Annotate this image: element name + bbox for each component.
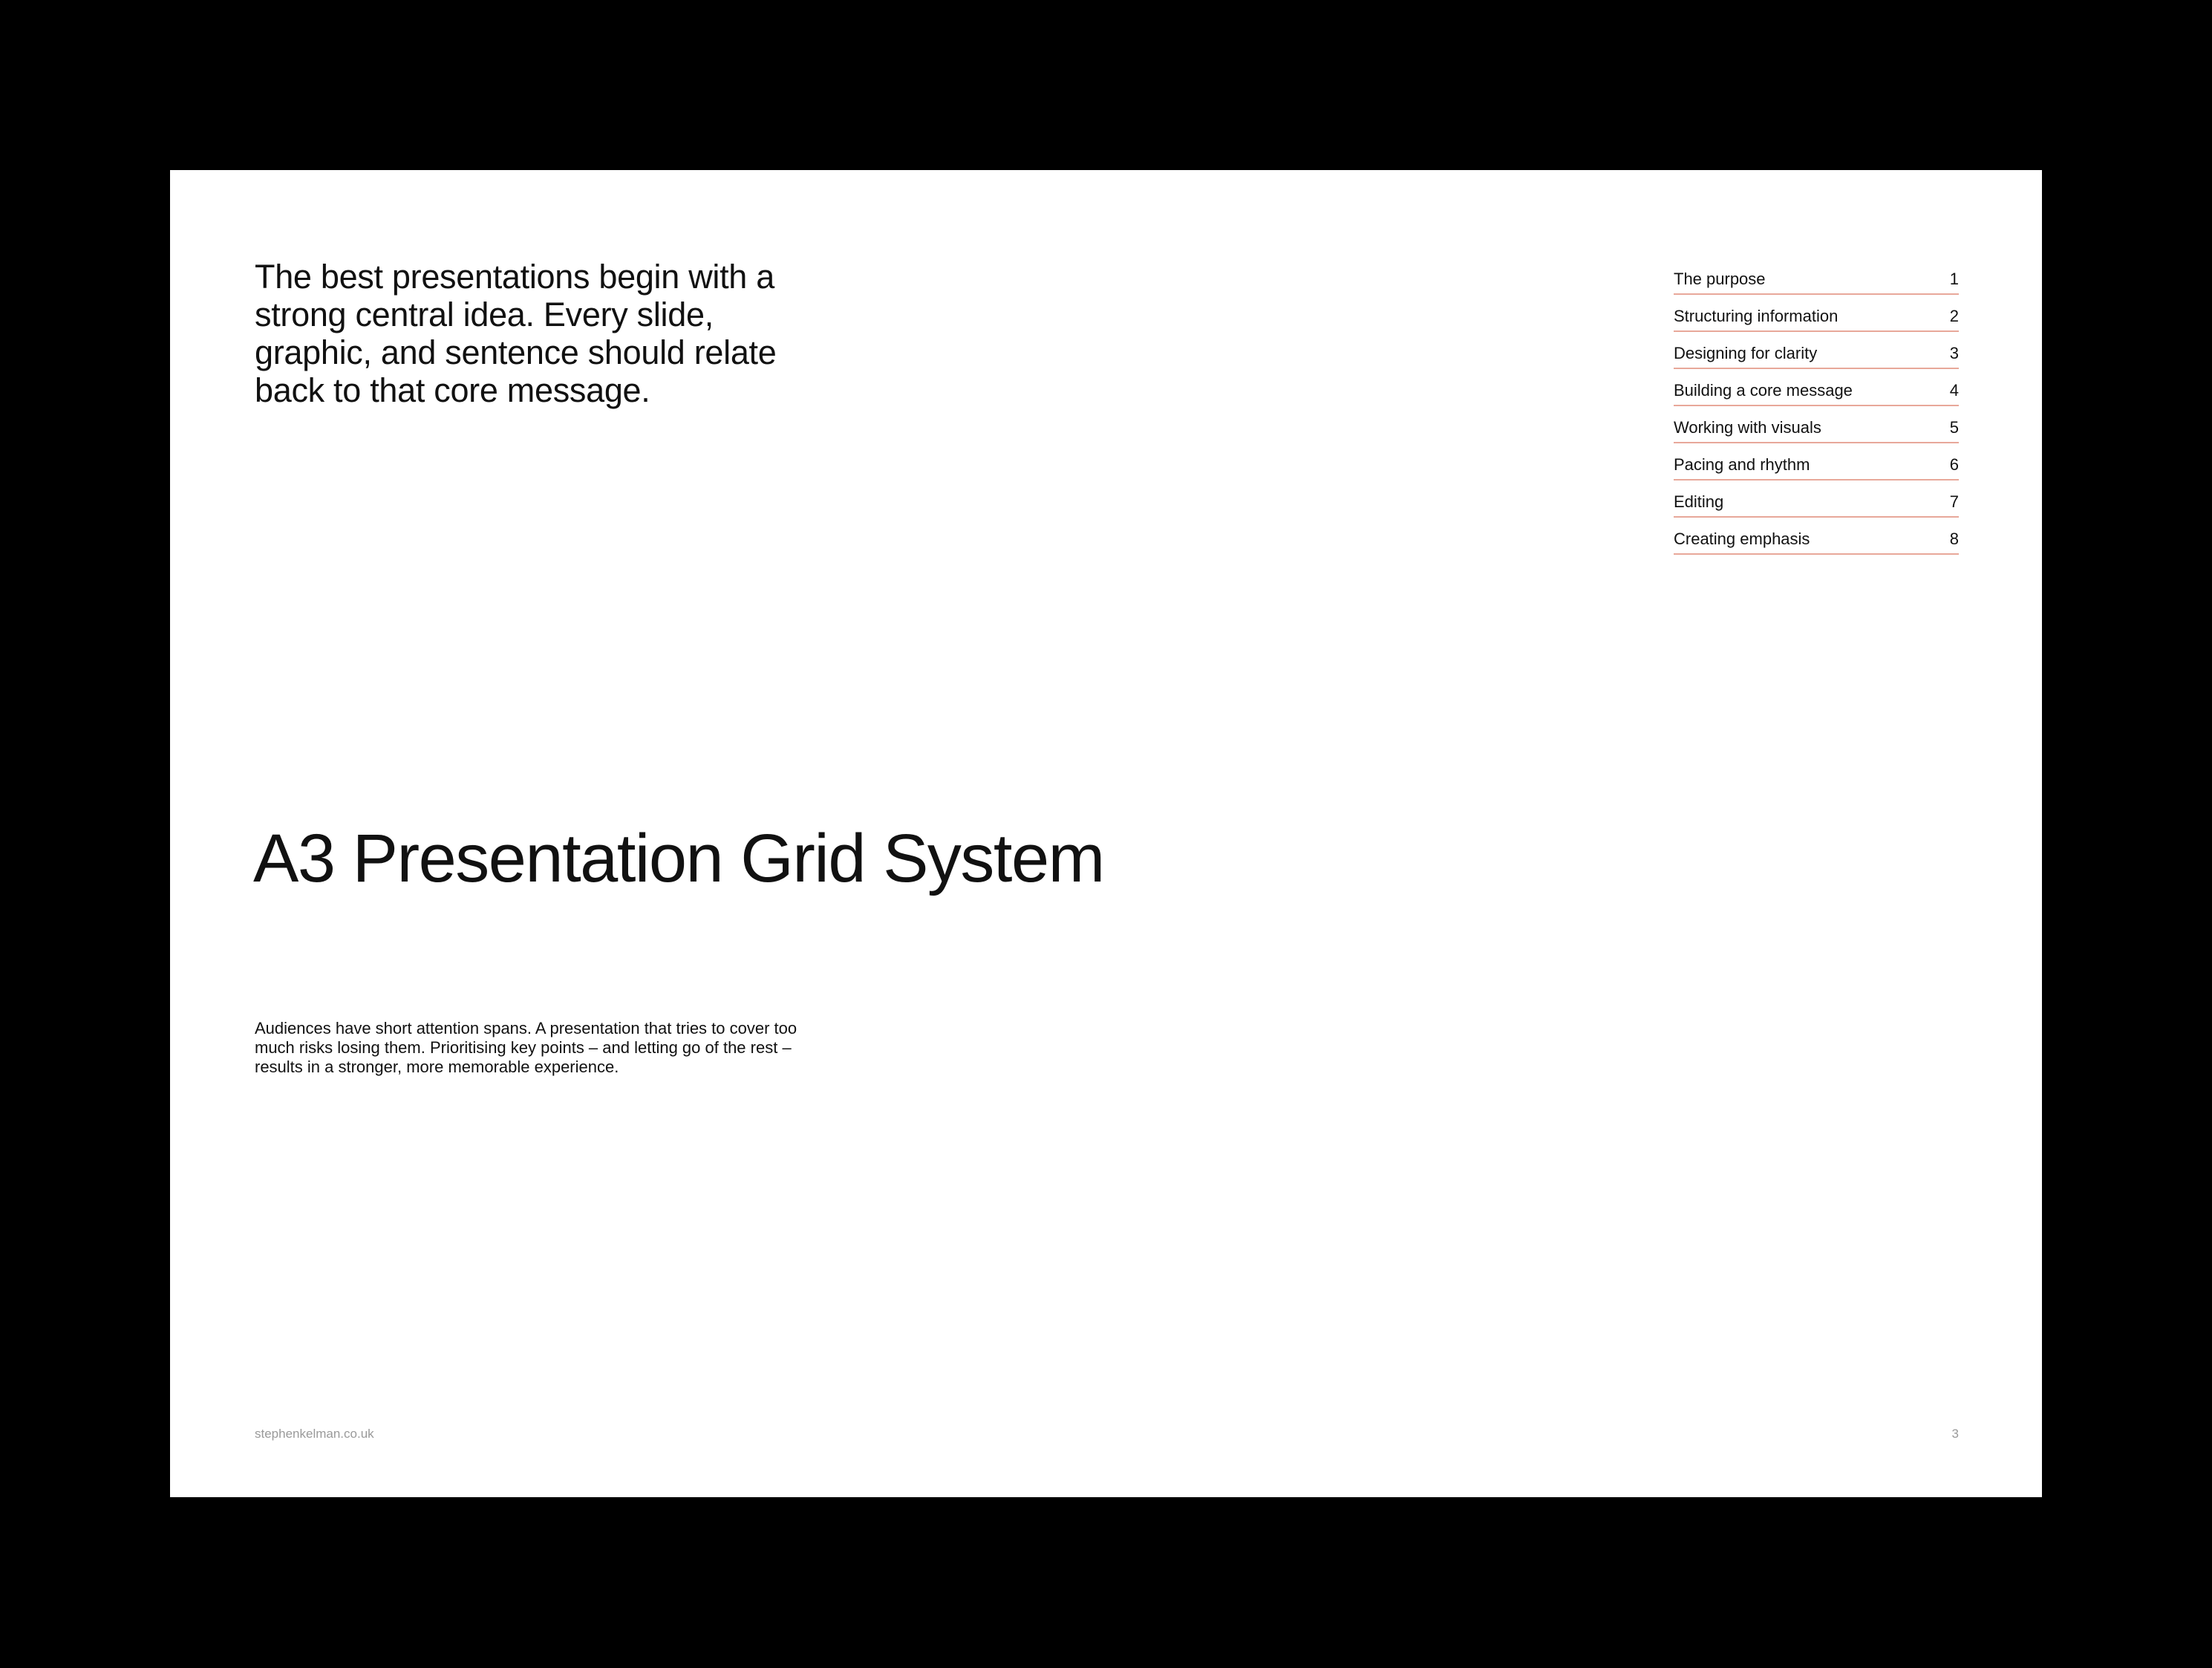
page-title: A3 Presentation Grid System — [253, 821, 1104, 896]
toc-item-page: 6 — [1949, 455, 1959, 474]
footer-page-number: 3 — [1951, 1427, 1959, 1441]
toc-item-label: Building a core message — [1674, 381, 1853, 400]
toc-item-page: 7 — [1949, 492, 1959, 511]
toc-item-label: Structuring information — [1674, 307, 1839, 325]
toc-item-page: 8 — [1949, 530, 1959, 548]
toc-item[interactable] — [1674, 406, 1959, 443]
toc-item-page: 5 — [1949, 418, 1959, 437]
toc-item[interactable] — [1674, 369, 1959, 406]
body-paragraph: Audiences have short attention spans. A presentation that tries to cover too much risks losing them. Prioritising key points – and letting go of the rest – results in a stronger, more memorable experience. — [255, 1019, 797, 1076]
toc-item-label: Creating emphasis — [1674, 530, 1810, 548]
toc-item[interactable] — [1674, 480, 1959, 518]
toc-item-page: 1 — [1949, 270, 1959, 288]
toc-item[interactable] — [1674, 258, 1959, 295]
toc-item-page: 4 — [1949, 381, 1959, 400]
toc-item[interactable] — [1674, 332, 1959, 369]
toc-item[interactable] — [1674, 518, 1959, 555]
footer-site[interactable]: stephenkelman.co.uk — [255, 1427, 374, 1441]
toc-item-label: The purpose — [1674, 270, 1766, 288]
intro-paragraph: The best presentations begin with a strong central idea. Every slide, graphic, and sentence should relate back to that core message. — [255, 258, 777, 409]
document-page — [170, 170, 2042, 1497]
toc-item[interactable] — [1674, 295, 1959, 332]
toc-item-page: 2 — [1949, 307, 1959, 325]
toc-item-label: Working with visuals — [1674, 418, 1821, 437]
toc-item-label: Designing for clarity — [1674, 344, 1818, 362]
table-of-contents — [1674, 258, 1959, 555]
toc-item[interactable] — [1674, 443, 1959, 480]
toc-item-label: Editing — [1674, 492, 1724, 511]
toc-item-page: 3 — [1949, 344, 1959, 362]
toc-item-label: Pacing and rhythm — [1674, 455, 1810, 474]
